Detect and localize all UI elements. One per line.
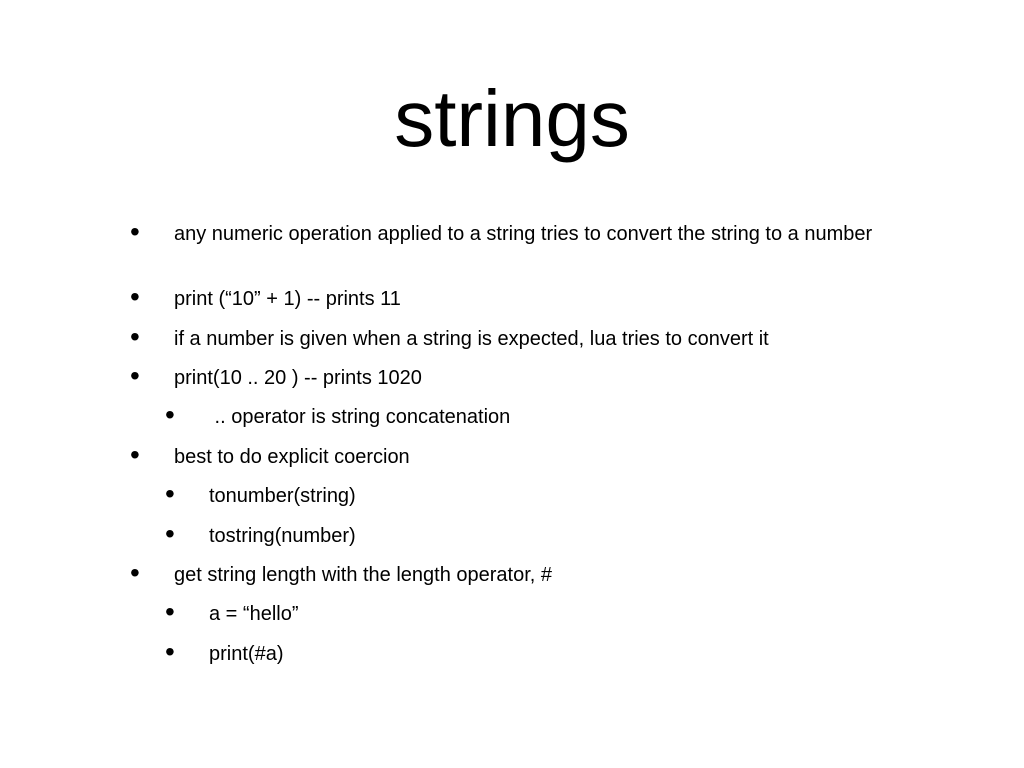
bullet-text: if a number is given when a string is expected, lua tries to convert it (174, 328, 769, 350)
bullet-dot-icon: • (165, 478, 175, 509)
bullet-dot-icon: • (165, 596, 175, 627)
bullet-dot-icon: • (130, 321, 140, 352)
bullet-text: tostring(number) (209, 525, 356, 547)
slide-title: strings (394, 74, 630, 163)
bullet-dot-icon: • (130, 281, 140, 312)
bullet-text: print(#a) (209, 643, 284, 665)
bullet-text: best to do explicit coercion (174, 446, 410, 468)
bullet-dot-icon: • (130, 216, 140, 247)
bullet-dot-icon: • (130, 557, 140, 588)
bullet-text: print (“10” + 1) -- prints 11 (174, 288, 401, 310)
bullet-dot-icon: • (165, 518, 175, 549)
bullet-text: print(10 .. 20 ) -- prints 1020 (174, 367, 422, 389)
bullet-text: .. operator is string concatenation (209, 406, 511, 428)
bullet-dot-icon: • (165, 636, 175, 667)
bullet-text: a = “hello” (209, 603, 299, 625)
bullet-text: tonumber(string) (209, 485, 356, 507)
bullet-text: get string length with the length operator, # (174, 564, 553, 586)
bullet-text: any numeric operation applied to a string tries to convert the string to a number (174, 223, 873, 245)
bullet-dot-icon: • (130, 360, 140, 391)
bullet-dot-icon: • (130, 439, 140, 470)
bullet-dot-icon: • (165, 399, 175, 430)
